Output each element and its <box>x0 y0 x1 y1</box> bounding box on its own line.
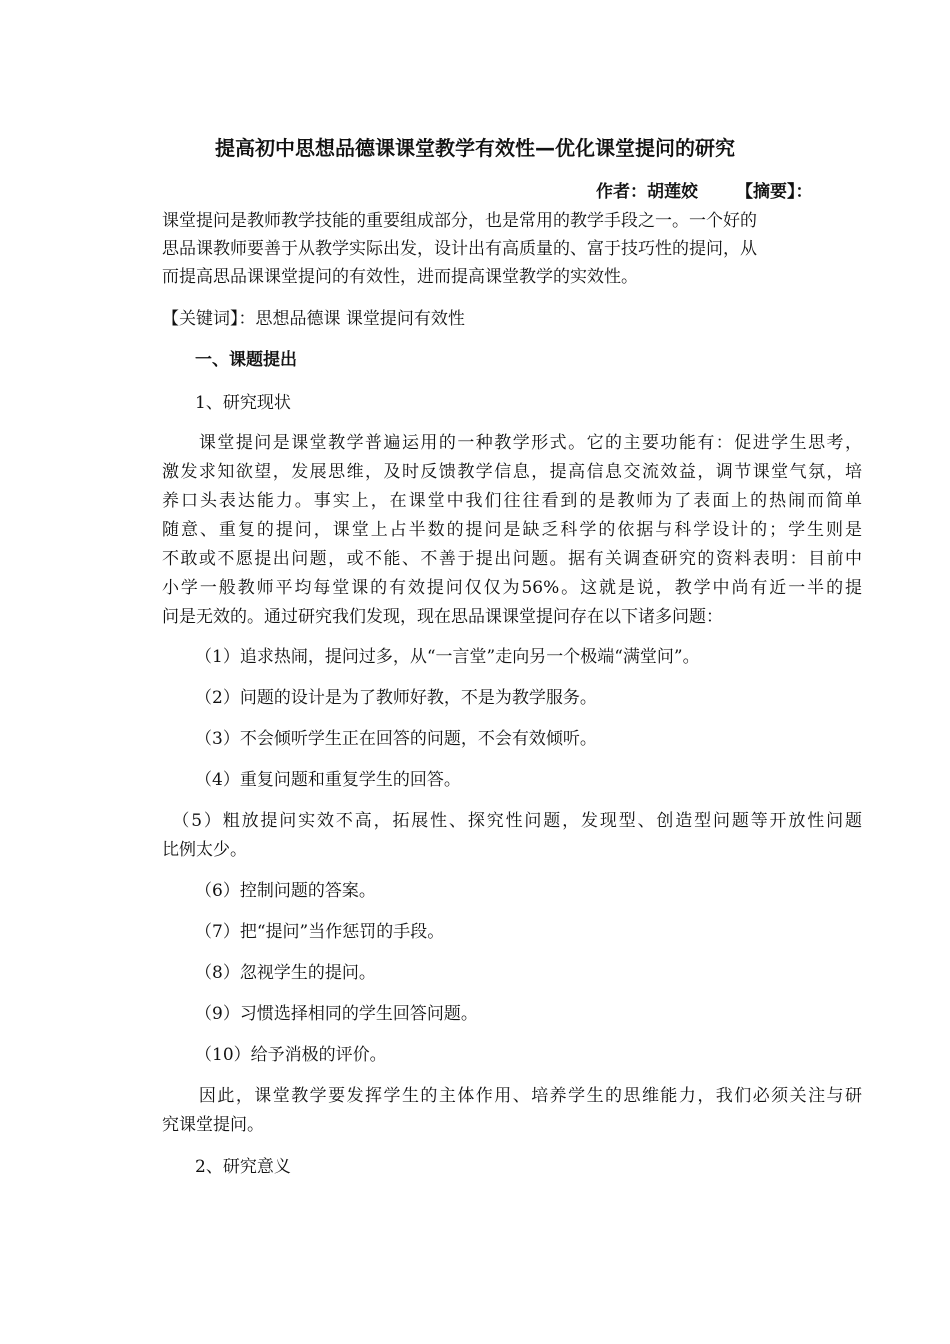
paragraph-line: 随意、重复的提问，课堂上占半数的提问是缺乏科学的依据与科学设计的；学生则是 <box>162 520 862 540</box>
problem-item: （4）重复问题和重复学生的回答。 <box>195 770 461 790</box>
abstract-line: 课堂提问是教师教学技能的重要组成部分，也是常用的教学手段之一。一个好的 <box>162 211 757 231</box>
abstract-line: 而提高思品课课堂提问的有效性，进而提高课堂教学的实效性。 <box>162 267 638 287</box>
problem-item: （10）给予消极的评价。 <box>195 1045 387 1065</box>
problem-item: （9）习惯选择相同的学生回答问题。 <box>195 1004 478 1024</box>
problem-item-5 <box>162 807 862 865</box>
paragraph-line: 不敢或不愿提出问题，或不能、不善于提出问题。据有关调查研究的资料表明：目前中 <box>162 549 862 569</box>
paragraph-line: 养口头表达能力。事实上，在课堂中我们往往看到的是教师为了表面上的热闹而简单 <box>162 491 862 511</box>
paragraph-line: 小学一般教师平均每堂课的有效提问仅仅为56%。这就是说，教学中尚有近一半的提 <box>162 578 862 598</box>
paragraph-line: 究课堂提问。 <box>162 1115 264 1135</box>
problem-item: （7）把“提问”当作惩罚的手段。 <box>195 922 445 942</box>
abstract-text <box>162 207 842 291</box>
paragraph-line: 课堂提问是课堂教学普遍运用的一种教学形式。它的主要功能有：促进学生思考， <box>162 433 862 453</box>
abstract-label: 【摘要】： <box>736 182 813 202</box>
paragraph-line: （5）粗放提问实效不高，拓展性、探究性问题，发现型、创造型问题等开放性问题 <box>162 811 862 831</box>
author-name: 作者：胡莲姣 <box>596 182 698 202</box>
problem-item: （8）忽视学生的提问。 <box>195 963 376 983</box>
conclusion-paragraph <box>162 1082 862 1140</box>
section-heading: 一、课题提出 <box>195 350 297 370</box>
research-status-paragraph <box>162 429 862 632</box>
problem-item: （1）追求热闹，提问过多，从“一言堂”走向另一个极端“满堂问”。 <box>195 647 700 667</box>
keywords-line: 【关键词】：思想品德课 课堂提问有效性 <box>162 309 465 329</box>
paragraph-line: 激发求知欲望，发展思维，及时反馈教学信息，提高信息交流效益，调节课堂气氛，培 <box>162 462 862 482</box>
problem-item: （3）不会倾听学生正在回答的问题，不会有效倾听。 <box>195 729 597 749</box>
author-line <box>596 178 813 206</box>
subsection-heading-status: 1、研究现状 <box>195 393 291 413</box>
paragraph-line: 问是无效的。通过研究我们发现，现在思品课课堂提问存在以下诸多问题： <box>162 607 723 627</box>
abstract-line: 思品课教师要善于从教学实际出发，设计出有高质量的、富于技巧性的提问，从 <box>162 239 757 259</box>
paragraph-line: 比例太少。 <box>162 840 247 860</box>
problem-item: （2）问题的设计是为了教师好教，不是为教学服务。 <box>195 688 597 708</box>
subsection-heading-significance: 2、研究意义 <box>195 1157 291 1177</box>
problem-item: （6）控制问题的答案。 <box>195 881 376 901</box>
paragraph-line: 因此，课堂教学要发挥学生的主体作用、培养学生的思维能力，我们必须关注与研 <box>162 1086 862 1106</box>
document-title: 提高初中思想品德课课堂教学有效性—优化课堂提问的研究 <box>215 136 735 160</box>
